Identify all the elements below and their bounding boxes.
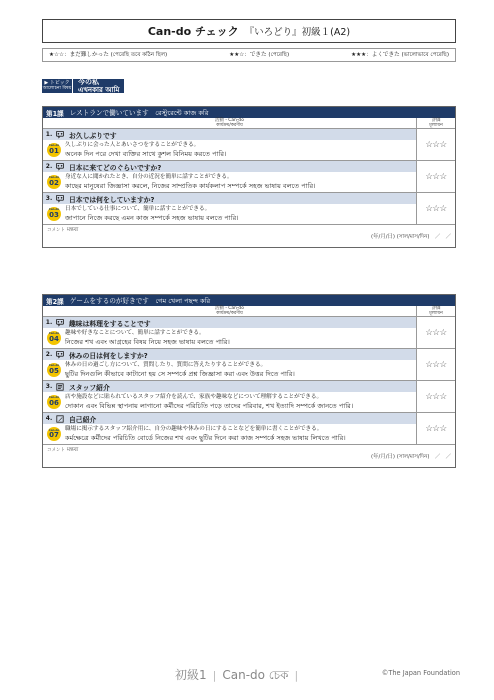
topic-title xyxy=(72,79,124,93)
column-header xyxy=(43,306,455,317)
can-do-item xyxy=(43,413,455,445)
item-number: 3. xyxy=(45,383,53,391)
star-rating[interactable]: ☆☆☆ xyxy=(425,203,447,214)
title-sub: 『いろどり』初級１(A2) xyxy=(244,27,351,38)
writing-icon xyxy=(55,415,65,423)
can-do-item xyxy=(43,381,455,413)
can-do-number: 04 xyxy=(49,334,59,343)
star-rating[interactable]: ☆☆☆ xyxy=(425,171,447,182)
topic-title-jp: 今の私 xyxy=(78,77,99,86)
footer-title: 初級1 | Can-do চেক | xyxy=(175,668,299,682)
star-rating[interactable]: ☆☆☆ xyxy=(425,391,447,402)
speech-people-icon xyxy=(55,319,65,327)
can-do-badge xyxy=(43,360,65,380)
section-title: ゲームをするのが好きです গেম খেলা পছন্দ করি xyxy=(69,296,211,305)
col-eval-bn: মূল্যায়ন xyxy=(429,311,443,316)
item-heading xyxy=(43,161,416,172)
item-content xyxy=(43,129,417,160)
item-text-jp: 日本でしている仕事について、簡単に話すことができる。 xyxy=(65,206,211,213)
item-number: 1. xyxy=(45,319,53,326)
can-do-number: 03 xyxy=(49,211,59,220)
can-do-badge xyxy=(43,204,65,224)
col-eval-jp: 評価 xyxy=(431,117,441,123)
copyright: ©The Japan Foundation xyxy=(381,669,460,677)
item-text-bn: কাছের মানুষেরা জিজ্ঞাসা করলে, নিজের সাম্প্রতিক কার্যকলাপ সম্পর্কে সহজ ভাষায় বলতে পারি। xyxy=(65,181,316,190)
topic-tag-bn: আলোচনা বিষয় xyxy=(42,86,72,92)
can-do-badge xyxy=(43,392,65,412)
item-body xyxy=(43,172,416,192)
item-heading xyxy=(43,413,416,424)
comment-row xyxy=(43,445,455,467)
item-body xyxy=(43,328,416,348)
item-content xyxy=(43,193,417,224)
can-do-number: 02 xyxy=(49,178,59,187)
item-text-bn: ছুটির দিনগুলি কীভাবে কাটানো হয় সে সম্পর্কে প্রশ্ন জিজ্ঞাসা করা এবং উত্তর দিতে পারি। xyxy=(65,369,295,378)
can-do-badge xyxy=(43,328,65,348)
comment-label xyxy=(47,227,78,247)
comment-label-jp: コメント xyxy=(47,228,65,234)
reading-icon xyxy=(55,383,65,391)
col-activity-jp: 活動・Can-do xyxy=(215,305,244,311)
section-number: 第2課 xyxy=(46,297,64,306)
can-do-number: 05 xyxy=(49,366,59,375)
can-do-badge-circle: Can-do 03 xyxy=(47,207,61,221)
speech-people-icon xyxy=(55,163,65,171)
item-number: 2. xyxy=(45,351,53,359)
col-activity-bn: কার্যক্রম/করণীয় xyxy=(216,311,243,316)
speech-people-icon xyxy=(55,131,65,139)
item-body xyxy=(43,140,416,160)
col-activity-jp: 活動・Can-do xyxy=(215,117,244,123)
legend-two-star: ★★☆：できた (পেরেছি) xyxy=(229,52,290,58)
section-header xyxy=(43,107,455,118)
lesson-section-1 xyxy=(42,106,456,248)
item-description xyxy=(65,172,317,192)
can-do-badge-circle: Can-do 01 xyxy=(47,143,61,157)
item-list xyxy=(43,317,455,445)
item-content xyxy=(43,381,417,412)
col-activity-bn: কার্যক্রম/করণীয় xyxy=(216,123,243,128)
item-text-bn: কর্মক্ষেত্রে কর্মীদের পরিচিতি বোর্ডে নিজের শখ এবং ছুটির দিনে করা কাজ সম্পর্কে সহজ ভাষায় লিখতে পারি। xyxy=(65,433,346,442)
item-number: 3. xyxy=(45,195,53,203)
item-number: 4. xyxy=(45,415,53,423)
item-body xyxy=(43,392,416,412)
section-number: 第1課 xyxy=(46,109,64,118)
can-do-item xyxy=(43,317,455,349)
item-text-jp: 久しぶりに会った人とあいさつをすることができる。 xyxy=(65,142,200,148)
item-text-bn: অনেক দিন পরে দেখা ব্যক্তির সাথে কুশল বিনিময় করতে পারি। xyxy=(65,149,227,158)
lesson-section-2 xyxy=(42,294,456,468)
footer-text: Can-do চেক xyxy=(222,668,289,682)
item-heading xyxy=(43,129,416,140)
item-description xyxy=(65,140,228,160)
col-eval-jp: 評価 xyxy=(431,305,441,311)
item-description xyxy=(65,204,241,224)
can-do-badge-circle: Can-do 07 xyxy=(47,427,61,441)
speech-people-icon xyxy=(55,351,65,359)
item-content xyxy=(43,161,417,192)
can-do-badge xyxy=(43,424,65,444)
column-header xyxy=(43,118,455,129)
topic-title-bn: এখনকার আমি xyxy=(78,86,120,94)
item-title: 趣味は料理をすることです xyxy=(69,319,151,328)
star-rating[interactable]: ☆☆☆ xyxy=(425,327,447,338)
topic-banner xyxy=(42,79,124,93)
section-title: レストランで働いています রেস্টুরেন্টে কাজ করি xyxy=(69,108,209,117)
page-footer xyxy=(0,664,494,684)
item-heading xyxy=(43,317,416,328)
item-text-jp: 身近な人に聞かれたとき、自分の近況を簡単に話すことができる。 xyxy=(65,174,233,181)
topic-tag-jp: ▶ トピック xyxy=(44,80,70,87)
item-heading xyxy=(43,349,416,360)
comment-label-bn: মন্তব্য xyxy=(67,227,79,234)
date-field: (年/月/日) (সাল/মাস/দিন) ／ ／ xyxy=(371,454,451,461)
item-title: お久しぶりです xyxy=(69,131,117,140)
item-content xyxy=(43,349,417,380)
speech-people-icon xyxy=(55,195,65,203)
item-content xyxy=(43,413,417,444)
date-field: (年/月/日) (সাল/মাস/দিন) ／ ／ xyxy=(371,234,451,241)
can-do-badge-circle: Can-do 02 xyxy=(47,175,61,189)
can-do-badge-circle: Can-do 04 xyxy=(47,331,61,345)
can-do-badge-circle: Can-do 05 xyxy=(47,363,61,377)
item-description xyxy=(65,392,355,412)
item-description xyxy=(65,424,348,444)
can-do-number: 01 xyxy=(49,146,59,155)
item-text-jp: 職場に掲示するスタッフ紹介用に、自分の趣味や休みの日にすることなどを簡単に書くことができる。 xyxy=(65,426,323,433)
legend-three-star: ★★★：よくできた (ভালোভাবে পেরেছি) xyxy=(351,52,449,58)
item-number: 1. xyxy=(45,131,53,138)
item-title: スタッフ紹介 xyxy=(69,383,110,392)
can-do-item xyxy=(43,349,455,381)
item-list xyxy=(43,129,455,225)
can-do-item xyxy=(43,193,455,225)
item-description xyxy=(65,360,297,380)
comment-label-jp: コメント xyxy=(47,448,65,454)
comment-row xyxy=(43,225,455,247)
section-header xyxy=(43,295,455,306)
star-rating[interactable]: ☆☆☆ xyxy=(425,423,447,434)
title-main: Can-do チェック xyxy=(147,25,239,38)
item-body xyxy=(43,204,416,224)
item-body xyxy=(43,424,416,444)
can-do-number: 06 xyxy=(49,399,59,408)
item-title: 日本では何をしていますか? xyxy=(69,195,155,204)
comment-label xyxy=(47,447,78,467)
item-heading xyxy=(43,381,416,392)
item-heading xyxy=(43,193,416,204)
item-number: 2. xyxy=(45,163,53,171)
rating-legend xyxy=(42,48,456,62)
item-text-jp: 趣味や好きなことについて、簡単に話すことができる。 xyxy=(65,330,205,336)
can-do-item xyxy=(43,129,455,161)
star-rating[interactable]: ☆☆☆ xyxy=(425,139,447,150)
item-text-bn: জাপানে নিজে করছে এমন কাজ সম্পর্কে সহজ ভাষায় বলতে পারি। xyxy=(65,213,239,222)
item-content xyxy=(43,317,417,348)
item-text-bn: দোকান এবং বিভিন্ন স্থাপনায় লাগানো কর্মীদের পরিচিতি পড়ে তাদের পরিবার, শখ ইত্যাদি সম্পর্কে জানতে পারি। xyxy=(65,401,354,410)
page-title xyxy=(42,19,456,43)
item-text-jp: 店や施設などに貼られているスタッフ紹介を読んで、家族や趣味などについて理解することができる。 xyxy=(65,394,323,401)
col-eval-bn: মূল্যায়ন xyxy=(429,123,443,128)
topic-tag xyxy=(42,79,72,93)
can-do-badge-circle: Can-do 06 xyxy=(47,395,61,409)
can-do-number: 07 xyxy=(49,431,59,440)
can-do-item xyxy=(43,161,455,193)
item-description xyxy=(65,328,232,348)
item-title: 日本に来てどのぐらいですか? xyxy=(69,163,162,172)
legend-one-star: ★☆☆：まだ難しかった (পেরেছি তবে কঠিন ছিল) xyxy=(49,52,168,58)
can-do-badge xyxy=(43,172,65,192)
can-do-badge xyxy=(43,140,65,160)
star-rating[interactable]: ☆☆☆ xyxy=(425,359,447,370)
item-body xyxy=(43,360,416,380)
item-text-bn: নিজের শখ এবং আগ্রহের বিষয় নিয়ে সহজ ভাষায় বলতে পারি। xyxy=(65,337,230,346)
item-title: 自己紹介 xyxy=(69,415,97,424)
footer-level: 初級1 xyxy=(175,668,207,682)
comment-label-bn: মন্তব্য xyxy=(67,447,79,454)
item-title: 休みの日は何をしますか? xyxy=(69,351,148,360)
item-text-jp: 休みの日の過ごし方について、質問したり、質問に答えたりすることができる。 xyxy=(65,362,267,369)
